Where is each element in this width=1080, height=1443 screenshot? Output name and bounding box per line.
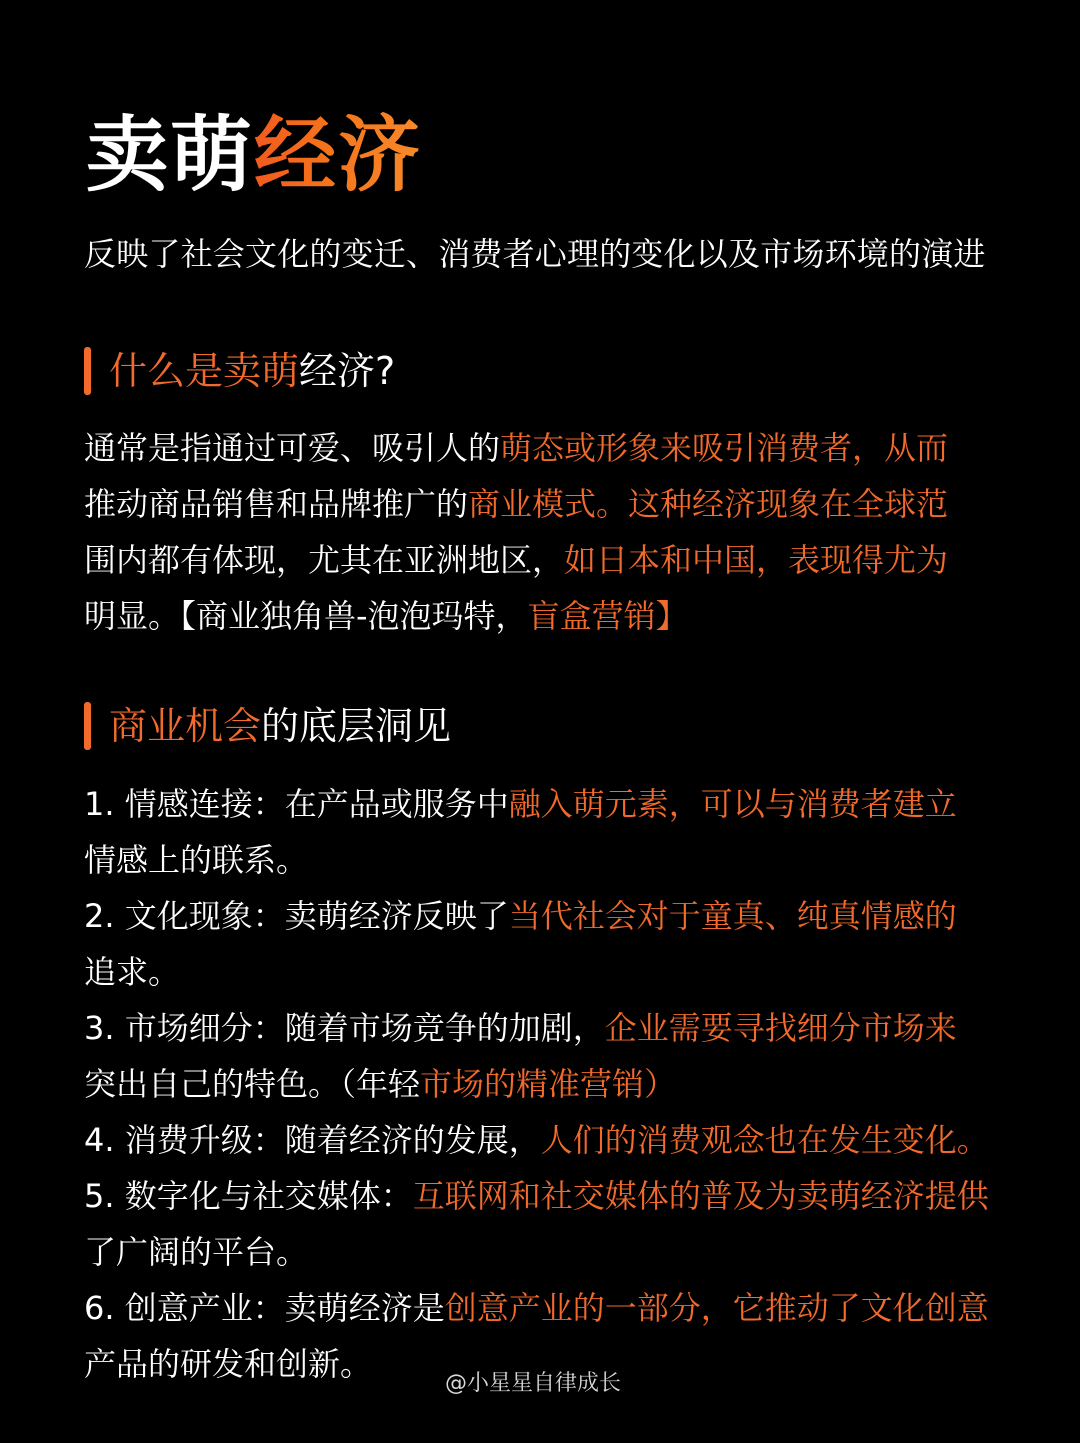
line-orange-text: 融入萌元素，可以与消费者建立	[508, 785, 957, 823]
section-heading-text	[109, 345, 395, 397]
list-item	[84, 944, 1044, 1000]
line-white-text: 产品的研发和创新。	[84, 1345, 373, 1383]
list-item	[84, 1168, 1044, 1224]
list-item	[84, 1224, 1044, 1280]
paragraph-line	[84, 532, 1044, 588]
line-white-text: 围内都有体现，尤其在亚洲地区，	[84, 541, 565, 579]
list-item	[84, 888, 1044, 944]
list-item	[84, 1112, 1044, 1168]
line-orange-text: 盲盒营销】	[527, 597, 688, 635]
title-white-part: 卖萌	[86, 108, 255, 203]
page-title	[86, 106, 422, 206]
line-orange-text: 萌态或形象来吸引消费者，从而	[500, 429, 949, 467]
line-white-text: 2. 文化现象：卖萌经济反映了	[84, 897, 509, 935]
section-accent-bar	[84, 702, 91, 750]
section-accent-bar	[84, 347, 91, 395]
line-white-text: 情感上的联系。	[84, 841, 309, 879]
paragraph-line	[84, 588, 1044, 644]
line-orange-text: 创意产业的一部分，它推动了文化创意	[444, 1289, 989, 1327]
list-item	[84, 832, 1044, 888]
paragraph-line	[84, 476, 1044, 532]
line-orange-text: 如日本和中国，表现得尤为	[564, 541, 949, 579]
line-orange-text: 商业模式。这种经济现象在全球范	[468, 485, 949, 523]
line-white-text: 3. 市场细分：随着市场竞争的加剧，	[84, 1009, 605, 1047]
watermark: @小星星自律成长	[445, 1371, 622, 1396]
line-white-text: 1. 情感连接：在产品或服务中	[84, 785, 509, 823]
line-orange-text: 人们的消费观念也在发生变化。	[540, 1121, 989, 1159]
subtitle: 反映了社会文化的变迁、消费者心理的变化以及市场环境的演进	[84, 235, 986, 273]
section-heading-white: 的底层洞见	[261, 704, 452, 748]
section-heading-white: 经济?	[299, 349, 396, 393]
section-heading-orange: 商业机会	[109, 704, 262, 748]
line-orange-text: 企业需要寻找细分市场来	[604, 1009, 957, 1047]
section-heading-insights	[84, 700, 451, 752]
line-white-text: 明显。【商业独角兽-泡泡玛特，	[84, 597, 528, 635]
line-white-text: 追求。	[84, 953, 181, 991]
title-orange-part: 经济	[254, 108, 423, 203]
line-white-text: 突出自己的特色。（年轻	[84, 1065, 421, 1103]
insights-list	[84, 776, 1044, 1392]
line-white-text: 了广阔的平台。	[84, 1233, 309, 1271]
line-white-text: 通常是指通过可爱、吸引人的	[84, 429, 501, 467]
section-heading-orange: 什么是卖萌	[109, 349, 300, 393]
line-white-text: 6. 创意产业：卖萌经济是	[84, 1289, 445, 1327]
list-item	[84, 1056, 1044, 1112]
definition-paragraph	[84, 420, 1044, 644]
line-white-text: 5. 数字化与社交媒体：	[84, 1177, 413, 1215]
list-item	[84, 1280, 1044, 1336]
line-white-text: 4. 消费升级：随着经济的发展，	[84, 1121, 541, 1159]
list-item	[84, 1000, 1044, 1056]
line-orange-text: 当代社会对于童真、纯真情感的	[508, 897, 957, 935]
line-white-text: 推动商品销售和品牌推广的	[84, 485, 469, 523]
section-heading-what-is	[84, 345, 395, 397]
line-orange-text: 市场的精准营销）	[420, 1065, 677, 1103]
line-orange-text: 互联网和社交媒体的普及为卖萌经济提供	[412, 1177, 989, 1215]
paragraph-line	[84, 420, 1044, 476]
section-heading-text	[109, 700, 451, 752]
list-item	[84, 776, 1044, 832]
